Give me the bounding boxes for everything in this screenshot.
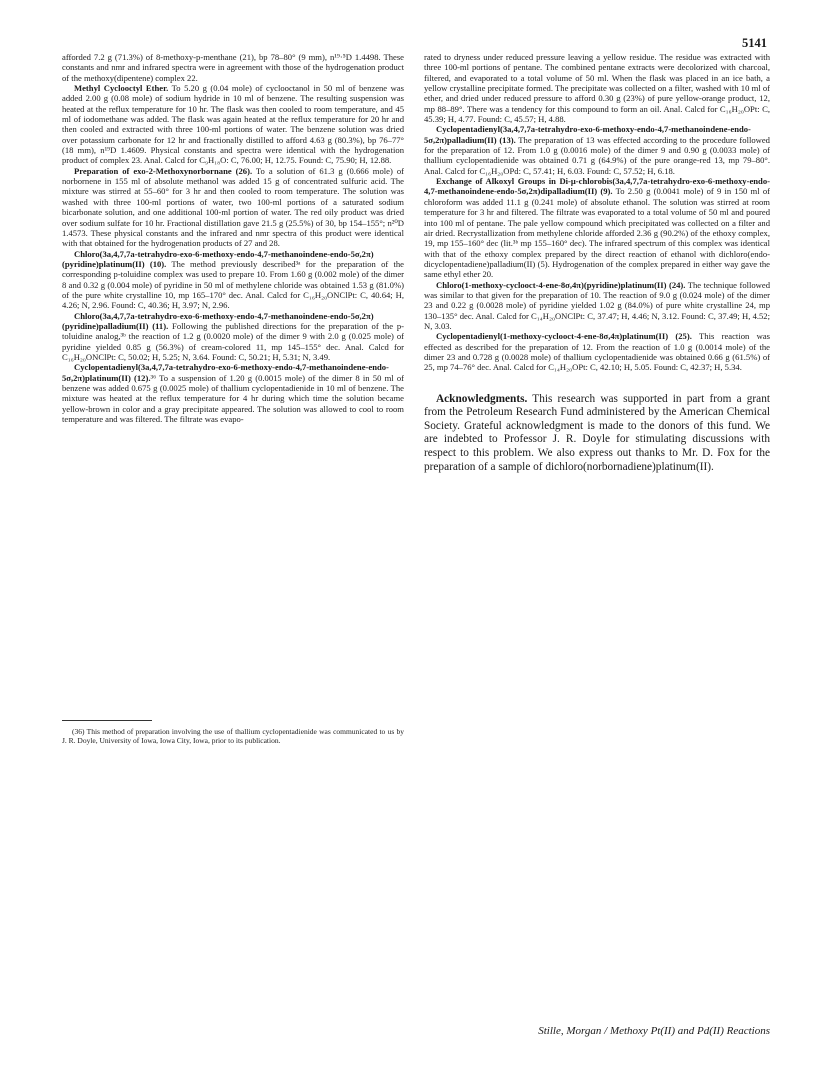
running-footer: Stille, Morgan / Methoxy Pt(II) and Pd(II) Reactions bbox=[538, 1025, 770, 1037]
paragraph-heading: Chloro(1-methoxy-cyclooct-4-ene-8σ,4π)(pyridine)platinum(II) (24). bbox=[436, 279, 686, 290]
paragraph-heading: Preparation of exo-2-Methoxynorbornane (26). bbox=[74, 165, 253, 176]
paragraph bbox=[424, 124, 770, 176]
paragraph-heading: Cyclopentadienyl(1-methoxy-cyclooct-4-ene-8σ,4π)platinum(II) (25). bbox=[436, 331, 692, 342]
footnote-rule bbox=[62, 720, 152, 721]
paragraph bbox=[424, 331, 770, 372]
page-number: 5141 bbox=[742, 36, 767, 50]
paragraph bbox=[424, 176, 770, 279]
paragraph bbox=[62, 362, 404, 424]
paragraph bbox=[424, 280, 770, 332]
paragraph-text: The technique followed was similar to that given for the preparation of 10. The reaction of 9.0 g (0.024 mole) of the dimer 23 and 0.22 g (0.0028 mole) of pyridine yielded 1.02 g (84.0%) of pure white crystalline 24, mp 130–135° dec. Anal. Calcd for C₁₄H₂₀ONClPt: C, 37.47; H, 4.46; N, 3.12. Found: C, 37.49; H, 4.52; N, 3.03. bbox=[424, 279, 770, 331]
paragraph-text: To a solution of 61.3 g (0.666 mole) of norbornene in 155 ml of absolute methanol was added 15 g of concentrated sulfuric acid. The mixture was stirred at 55–60° for 3 hr and then cooled to room temperature. The solution was washed with three 100-ml portions of water, two 100-ml portions of a saturated sodium bicarbonate solution, and one additional 100-ml portion of water. The red oily product was dried over sodium sulfate for 10 hr. Fractional distillation gave 21.5 g (25.5%) of 30, bp 154–155°; n²⁰D 1.4573. These physical constants and the infrared and nmr spectra of this product were identical with that obtained for the hydrogenation products of 27 and 28. bbox=[62, 165, 404, 249]
paragraph-heading: Chloro(3a,4,7,7a-tetrahydro-exo-6-methoxy-endo-4,7-methanoindene-endo-5σ,2π)(pyridine)platinum(II) (10). bbox=[62, 248, 374, 269]
left-column bbox=[62, 52, 404, 424]
paragraph-text: The method previously described³ᵃ for the preparation of the corresponding p-toluidine complex was used to prepare 10. From 1.60 g (0.002 mole) of the dimer 8 and 0.32 g (0.004 mole) of pyridine in 50 ml of methylene chloride was obtained 1.53 g (81.0%) of the pure white crystalline 10, mp 165–170° dec. Anal. Calcd for C₁₆H₂₀ONClPt: C, 40.64; H, 4.26; N, 2.96. Found: C, 40.36; H, 3.97; N, 2.96. bbox=[62, 258, 404, 311]
paragraph-heading: Cyclopentadienyl(3a,4,7,7a-tetrahydro-exo-6-methoxy-endo-4,7-methanoindene-endo-5σ,2π)platinum(II) (12). bbox=[62, 362, 389, 383]
acknowledgments-heading: Acknowledgments. bbox=[436, 392, 528, 405]
paragraph-heading: Cyclopentadienyl(3a,4,7,7a-tetrahydro-exo-6-methoxy-endo-4,7-methanoindene-endo-5σ,2π)palladium(II) (13). bbox=[424, 124, 751, 145]
paragraph-text: rated to dryness under reduced pressure leaving a yellow residue. The residue was extracted with three 100-ml portions of pentane. The combined pentane extracts were decolorized with charcoal, filtered, and evaporated to a total volume of 50 ml. When the flask was placed in an ice bath, a yellow crystalline precipitate formed. The precipitate was collected on a filter, washed with 10 ml of ether, and dried under reduced pressure to afford 0.30 g (23%) of pure yellow-orange product, 12, mp 88–89°. There was a tendency for this compound to form an oil. Anal. Calcd for C₁₆H₂₀OPt: C, 45.39; H, 4.77. Found: C, 45.57; H, 4.88. bbox=[424, 52, 770, 125]
acknowledgments bbox=[424, 393, 770, 475]
paragraph-heading: Chloro(3a,4,7,7a-tetrahydro-exo-6-methoxy-endo-4,7-methanoindene-endo-5σ,2π)(pyridine)palladium(II) (11). bbox=[62, 310, 374, 331]
paragraph bbox=[424, 52, 770, 124]
paragraph-text: To 2.50 g (0.0041 mole) of 9 in 150 ml of chloroform was added 11.1 g (0.241 mole) of absolute ethanol. The solution was stirred at room temperature for 3 hr and filtered. The filtrate was evaporated to a total volume of 50 ml and poured into 100 ml of pentane. The pale yellow compound which precipitated was collected on a filter and air dried. Recrystallization from methylene chloride afforded 2.36 g (90.2%) of the ethoxy complex, 19, mp 155–160° dec (lit.³ᵇ mp 155–160° dec). The infrared spectrum of this complex was identical with that of the ethoxy complex prepared by the direct reaction of ethanol with dichloro(endo-dicyclopentadiene)palladium(II) (5). Hydrogenation of the complex prepared in either way gave the same ethyl ether 20. bbox=[424, 186, 770, 280]
paragraph bbox=[62, 311, 404, 363]
paragraph-text: ³⁶ To a suspension of 1.20 g (0.0015 mole) of the dimer 8 in 50 ml of benzene was added 0.675 g (0.0025 mole) of thallium cyclopentadienide in 10 ml of benzene. The mixture was heated at the reflux temperature for 4 hr during which time the solution became yellow-brown in color and a gray precipitate appeared. The solution was allowed to cool to room temperature and was filtered. The filtrate was evapo- bbox=[62, 372, 404, 425]
paragraph bbox=[62, 52, 404, 83]
paragraph-text: The preparation of 13 was effected according to the procedure followed for the preparation of 12. From 1.0 g (0.0016 mole) of the dimer 9 and 0.90 g (0.0033 mole) of thallium cyclopentadienide was obtained 0.71 g (64.9%) of the pure orange-red 13, mp 79–80°. Anal. Calcd for C₁₆H₂₀OPd: C, 57.41; H, 6.03. Found: C, 57.52; H, 6.18. bbox=[424, 134, 770, 176]
right-column bbox=[424, 52, 770, 474]
paragraph-heading: Methyl Cyclooctyl Ether. bbox=[74, 83, 169, 94]
paragraph-text: Following the published directions for the preparation of the p-toluidine analog,³ᵇ the reaction of 1.2 g (0.0020 mole) of the dimer 9 with 2.0 g (0.025 mole) of pyridine yielded 0.85 g (56.3%) of cream-colored 11, mp 145–155° dec. Anal. Calcd for C₁₆H₂₀ONClPt: C, 50.02; H, 5.25; N, 3.64. Found: C, 50.21; H, 5.31; N, 3.49. bbox=[62, 320, 404, 362]
paragraph-text: To 5.20 g (0.04 mole) of cyclooctanol in 50 ml of benzene was added 2.00 g (0.08 mole) of sodium hydride in 10 ml of benzene. The resulting suspension was heated at the reflux temperature for 10 hr. The flask was then cooled to room temperature, and 45 ml of iodomethane was added. The flask was again heated at the reflux temperature for 20 hr and then cooled and extracted with three 100-ml portions of water. The benzene solution was dried over potassium carbonate for 12 hr and fractionally distilled to afford 4.63 g (80.3%), bp 76–77° (18 mm), n¹⁹D 1.4609. Physical constants and spectra were identical with the hydrogenation product of complex 23. Anal. Calcd for C₉H₁₈O: C, 76.00; H, 12.75. Found: C, 75.90; H, 12.88. bbox=[62, 83, 404, 166]
paragraph-heading: Exchange of Alkoxyl Groups in Di-μ-chlorobis(3a,4,7,7a-tetrahydro-exo-6-methoxy-endo-4,7-methanoindene-endo-5σ,2π)dipalladium(II) (9). bbox=[424, 176, 770, 197]
footnote: (36) This method of preparation involving the use of thallium cyclopentadienide was communicated to us by J. R. Doyle, University of Iowa, Iowa City, Iowa, prior to its publication. bbox=[62, 727, 404, 745]
paragraph bbox=[62, 249, 404, 311]
acknowledgments-text: This research was supported in part from a grant from the Petroleum Research Fund administered by the American Chemical Society. Grateful acknowledgment is made to the donors of this fund. We are indebted to Professor J. R. Doyle for stimulating discussions with respect to this problem. We also express out thanks to Mr. D. Fox for the preparation of a sample of dichloro(norbornadiene)platinum(II). bbox=[424, 392, 770, 473]
paragraph bbox=[62, 166, 404, 249]
paragraph-text: This reaction was effected as described for the preparation of 12. From the reaction of 1.0 g (0.0014 mole) of the dimer 23 and 0.728 g (0.0028 mole) of thallium cyclopentadienide was obtained 0.66 g (61.5%) of 25, mp 74–76° dec. Anal. Calcd for C₁₄H₂₀OPt: C, 42.10; H, 5.05. Found: C, 42.37; H, 5.34. bbox=[424, 331, 770, 373]
paragraph bbox=[62, 83, 404, 166]
paragraph-text: afforded 7.2 g (71.3%) of 8-methoxy-p-menthane (21), bp 78–80° (9 mm), n¹⁹·⁵D 1.4498. These constants and nmr and infrared spectra were in agreement with those of the hydrogenation product of the methoxy(dipentene) complex 22. bbox=[62, 52, 404, 83]
